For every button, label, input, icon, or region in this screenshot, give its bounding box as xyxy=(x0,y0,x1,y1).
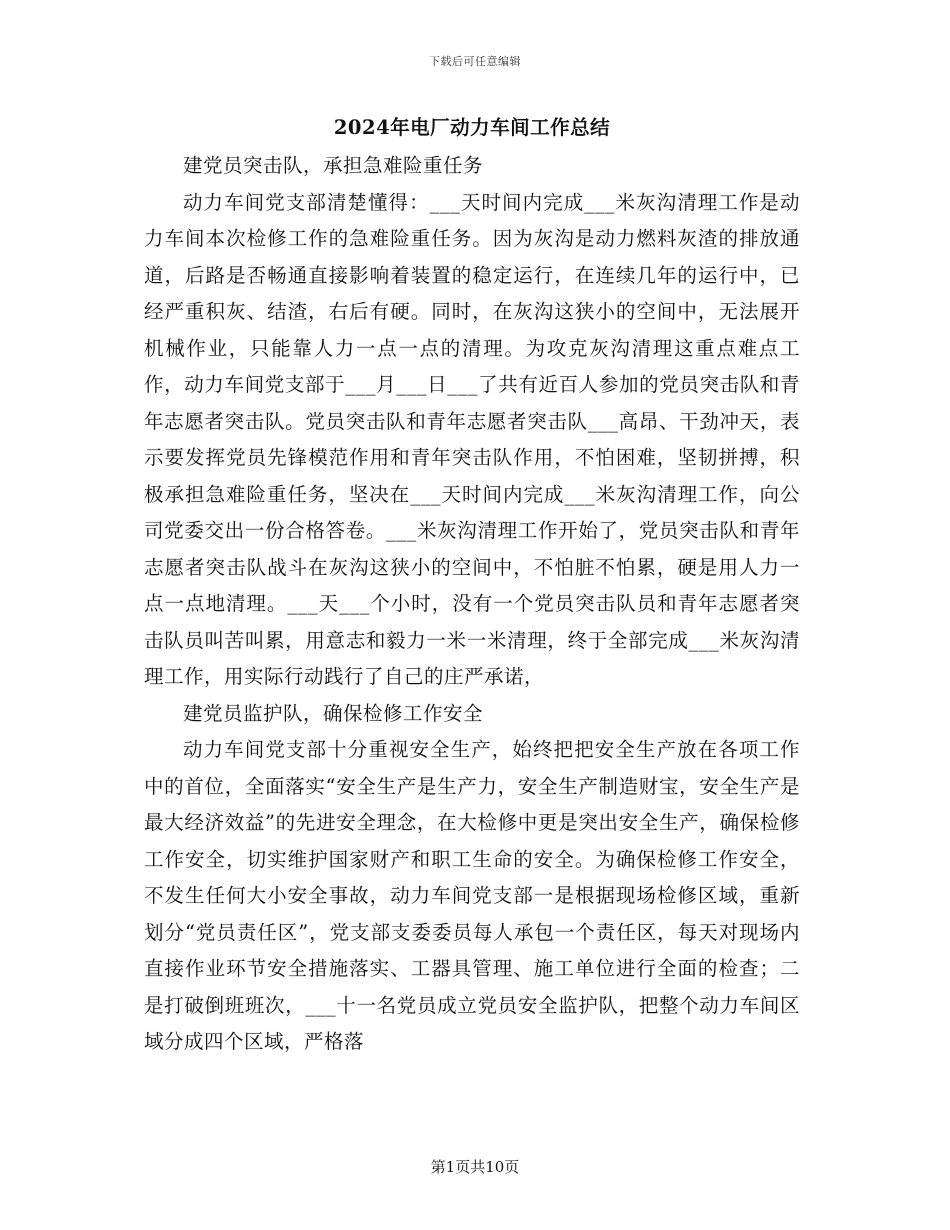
body-paragraph-1: 动力车间党支部清楚懂得：___天时间内完成___米灰沟清理工作是动力车间本次检修工作的急难险重任务。因为灰沟是动力燃料灰渣的排放通道，后路是否畅通直接影响着装置的稳定运行，在连续几年的运行中，已经严重积灰、结渣，右后有硬。同时，在灰沟这狭小的空间中，无法展开机械作业，只能靠人力一点一点的清理。为攻克灰沟清理这重点难点工作，动力车间党支部于___月___日___了共有近百人参加的党员突击队和青年志愿者突击队。党员突击队和青年志愿者突击队___高昂、干劲冲天，表示要发挥党员先锋模范作用和青年突击队作用，不怕困难，坚韧拼搏，积极承担急难险重任务，坚决在___天时间内完成___米灰沟清理工作，向公司党委交出一份合格答卷。___米灰沟清理工作开始了，党员突击队和青年志愿者突击队战斗在灰沟这狭小的空间中，不怕脏不怕累，硬是用人力一点一点地清理。___天___个小时，没有一个党员突击队员和青年志愿者突击队员叫苦叫累，用意志和毅力一米一米清理，终于全部完成___米灰沟清理工作，用实际行动践行了自己的庄严承诺， xyxy=(144,190,800,688)
page-number: 第1页共10页 xyxy=(430,1158,520,1176)
header-note: 下载后可任意编辑 xyxy=(429,55,521,68)
document-title: 2024年电厂动力车间工作总结 xyxy=(333,116,611,139)
section-heading-1: 建党员突击队，承担急难险重任务 xyxy=(183,154,484,177)
document-body xyxy=(144,111,800,1061)
section-heading-2: 建党员监护队，确保检修工作安全 xyxy=(183,701,484,725)
body-paragraph-2: 动力车间党支部十分重视安全生产，始终把把安全生产放在各项工作中的首位，全面落实“安全生产是生产力，安全生产制造财宝，安全生产是最大经济效益”的先进安全理念，在大检修中更是突出安全生产，确保检修工作安全，切实维护国家财产和职工生命的安全。为确保检修工作安全，不发生任何大小安全事故，动力车间党支部一是根据现场检修区域，重新划分“党员责任区”，党支部支委委员每人承包一个责任区，每天对现场内直接作业环节安全措施落实、工器具管理、施工单位进行全面的检查；二是打破倒班班次，___十一名党员成立党员安全监护队，把整个动力车间区域分成四个区域，严格落 xyxy=(144,738,800,1053)
